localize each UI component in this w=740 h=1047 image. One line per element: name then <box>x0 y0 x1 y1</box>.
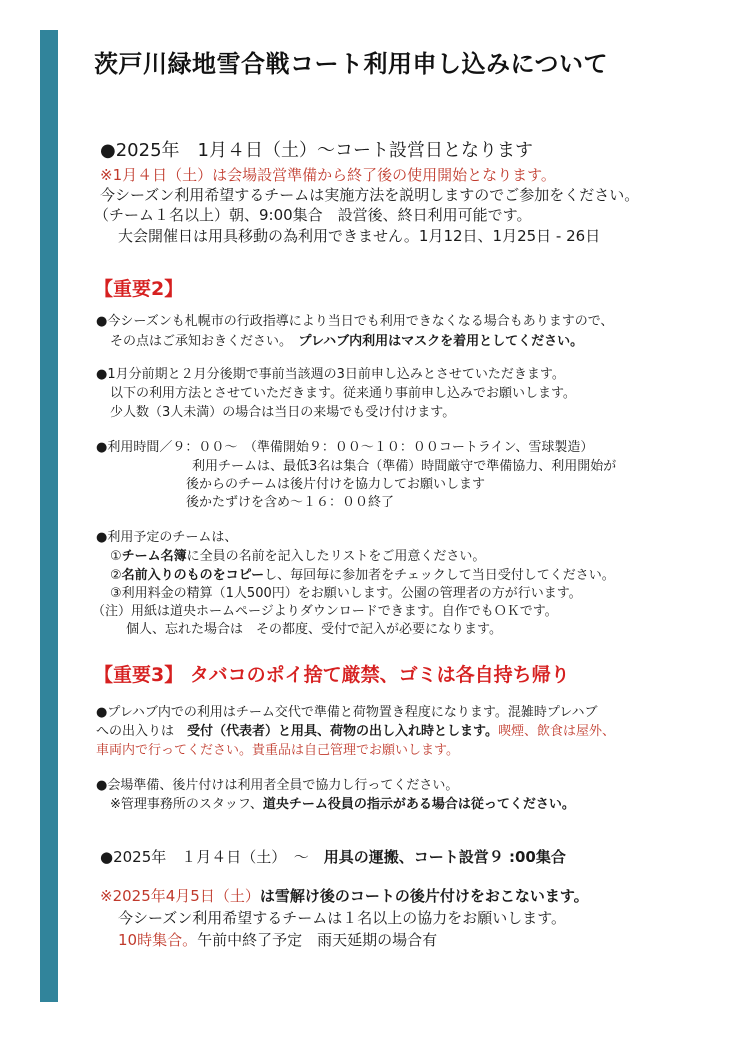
important3-heading: 【重要3】 タバコのポイ捨て厳禁、ゴミは各自持ち帰り <box>94 664 570 686</box>
setup-day-line2: （チーム１名以上）朝、9:00集合 設営後、終日利用可能です。 <box>94 206 532 224</box>
cleanup-line1: ※2025年4月5日（土）は雪解け後のコートの後片付けをおこないます。 <box>100 887 589 905</box>
important2-p4-line5: （注）用紙は道央ホームページよりダウンロードできます。自作でもＯＫです。 <box>92 604 558 619</box>
important2-p4-line1: ●利用予定のチームは、 <box>96 530 238 545</box>
important3-p1-line2: への出入りは 受付（代表者）と用具、荷物の出し入れ時とします。喫煙、飲食は屋外、 <box>96 724 615 739</box>
page-title: 茨戸川緑地雪合戦コート利用申し込みについて <box>94 50 609 78</box>
important2-p4-line6: 個人、忘れた場合は その都度、受付で記入が必要になります。 <box>126 622 502 637</box>
setup-day-note: ※1月４日（土）は会場設営準備から終了後の使用開始となります。 <box>100 166 556 184</box>
important2-p4-line4: ③利用料金の精算（1人500円）をお願いします。公園の管理者の方が行います。 <box>110 586 582 601</box>
important3-p2-line1: ●会場準備、後片付けは利用者全員で協力し行ってください。 <box>96 778 459 793</box>
setup-day-headline: ●2025年 1月４日（土）～コート設営日となります <box>100 140 533 161</box>
important2-p2-line2: 以下の利用方法とさせていただきます。従来通り事前申し込みでお願いします。 <box>110 386 576 401</box>
important2-p4-line2: ①チーム名簿に全員の名前を記入したリストをご用意ください。 <box>110 549 486 564</box>
important2-p3-line2: 利用チームは、最低3名は集合（準備）時間厳守で準備協力、利用開始が <box>192 459 617 474</box>
important3-p2-line2: ※管理事務所のスタッフ、道央チーム役員の指示がある場合は従ってください。 <box>110 797 575 812</box>
important2-p4-line3: ②名前入りのものをコピーし、毎回毎に参加者をチェックして当日受付してください。 <box>110 568 615 583</box>
important2-p3-line3: 後からのチームは後片付けを協力してお願いします <box>186 477 486 492</box>
important3-p1-line1: ●プレハブ内での利用はチーム交代で準備と荷物置き程度になります。混雑時プレハブ <box>96 705 598 720</box>
important2-p2-line3: 少人数（3人未満）の場合は当日の来場でも受け付けます。 <box>110 405 456 420</box>
important2-p3-line1: ●利用時間／９：００～ （準備開始９：００～１０：００コートライン、雪球製造） <box>96 440 594 455</box>
setup-schedule-line: ●2025年 １月４日（土） ～ 用具の運搬、コート設営９ :00集合 <box>100 848 566 866</box>
important2-p3-line4: 後かたずけを含め～１６：００終了 <box>186 495 395 510</box>
mask-notice: プレハブ内利用はマスクを着用としてください。 <box>298 334 584 349</box>
important2-heading: 【重要2】 <box>94 278 184 300</box>
cleanup-line2: 今シーズン利用希望するチームは１名以上の協力をお願いします。 <box>118 909 567 927</box>
important3-p1-line3: 車両内で行ってください。貴重品は自己管理でお願いします。 <box>96 743 459 758</box>
important2-p2-line1: ●1月分前期と２月分後期で事前当該週の3日前申し込みとさせていただきます。 <box>96 367 565 382</box>
cleanup-line3: 10時集合。午前中終了予定 雨天延期の場合有 <box>118 931 438 949</box>
important2-p1-line2: その点はご承知おきください。 プレハブ内利用はマスクを着用としてください。 <box>110 334 584 349</box>
accent-bar <box>40 30 58 1002</box>
important2-p1-line1: ●今シーズンも札幌市の行政指導により当日でも利用できなくなる場合もありますので、 <box>96 314 614 329</box>
setup-day-line1: 今シーズン利用希望するチームは実施方法を説明しますのでご参加をください。 <box>100 186 640 204</box>
setup-day-line3: 大会開催日は用具移動の為利用できません。1月12日、1月25日 - 26日 <box>118 227 601 245</box>
